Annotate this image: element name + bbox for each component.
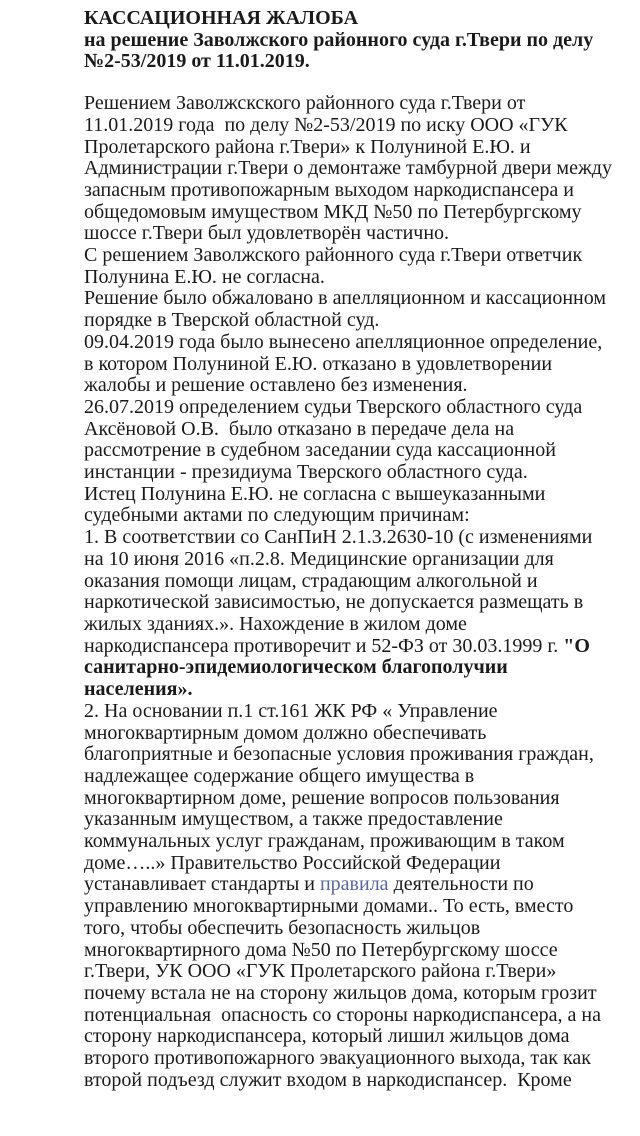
document-title-line1: КАССАЦИОННАЯ ЖАЛОБА (84, 7, 359, 29)
pravila-link[interactable]: правила (319, 873, 389, 896)
paragraph-cassation-refusal: 26.07.2019 определением судьи Тверского областного суда Аксёновой О.В. было отказано в передаче дела на рассмотрение в судебном заседании суда кассационной инстанции - президиума Тверского областного суда. (84, 395, 588, 484)
reason-1-bold-law-title: "О санитарно-эпидемиологическом благополучии населения». (84, 634, 595, 701)
reason-2-text-pre: 2. На основании п.1 ст.161 ЖК РФ « Управление многоквартирным домом должно обеспечивать благоприятные и безопасные условия проживания граждан, надлежащее содержание общего имущества в многоквартирном доме, решение вопросов пользования указанным имуществом, а также предоставление коммунальных услуг гражданам, проживающим в таком доме…..» Правительство Российской Федерации устанавливает стандарты и (84, 699, 599, 896)
reason-2-text-post: деятельности по управлению многоквартирными домами.. То есть, вместо того, чтобы обеспечить безопасность жильцов многоквартирного дома №50 по Петербургскому шоссе г.Твери, УК ООО «ГУК Пролетарского района г.Твери» почему встала не на сторону жильцов дома, которым грозит потенциальная опасность со стороны наркодиспансера, а на сторону наркодиспансера, который лишил жильцов дома второго противопожарного эвакуационного выхода, так как второй подъезд служит входом в наркодиспансер. Кроме (84, 873, 606, 1091)
reason-1-text: 1. В соответствии со СанПиН 2.1.3.2630-10 (с изменениями на 10 июня 2016 «п.2.8. Медицинские организации для оказания помощи лицам, страдающим алкогольной и наркотической зависимостью, не допускается размещать в жилых зданиях.». Нахождение в жилом доме наркодиспансера противоречит и 52-ФЗ от 30.03.1999 г. (84, 526, 598, 657)
document-title-line2: на решение Заволжского районного суда г.Твери по делу №2-53/2019 от 11.01.2019. (84, 28, 599, 73)
document-body (84, 7, 617, 1091)
paragraph-reasons-intro: Истец Полунина Е.Ю. не согласна с вышеуказанными судебными актами по следующим причинам: (84, 482, 551, 527)
paragraph-reason-1 (84, 527, 614, 701)
blank-line (84, 73, 614, 93)
paragraph-court-decision: Решением Заволжскского районного суда г.Твери от 11.01.2019 года по делу №2-53/2019 по иску ООО «ГУК Пролетарского района г.Твери» к Полуниной Е.Ю. и Администрации г.Твери о демонтаже тамбурной двери между запасным противопожарным выходом наркодиспансера и общедомовым имуществом МКД №50 по Петербургскому шоссе г.Твери был удовлетворён частично. (84, 92, 617, 245)
paragraph-appellate-ruling: 09.04.2019 года было вынесено апелляционное определение, в котором Полуниной Е.Ю. отказано в удовлетворении жалобы и решение оставлено без изменения. (84, 330, 608, 397)
paragraph-appeal-filed: Решение было обжаловано в апелляционном и кассационном порядке в Тверской областной суд. (84, 287, 612, 332)
paragraph-defendant-disagrees: С решением Заволжского районного суда г.Твери ответчик Полунина Е.Ю. не согласна. (84, 244, 588, 288)
paragraph-reason-2 (84, 701, 614, 1092)
